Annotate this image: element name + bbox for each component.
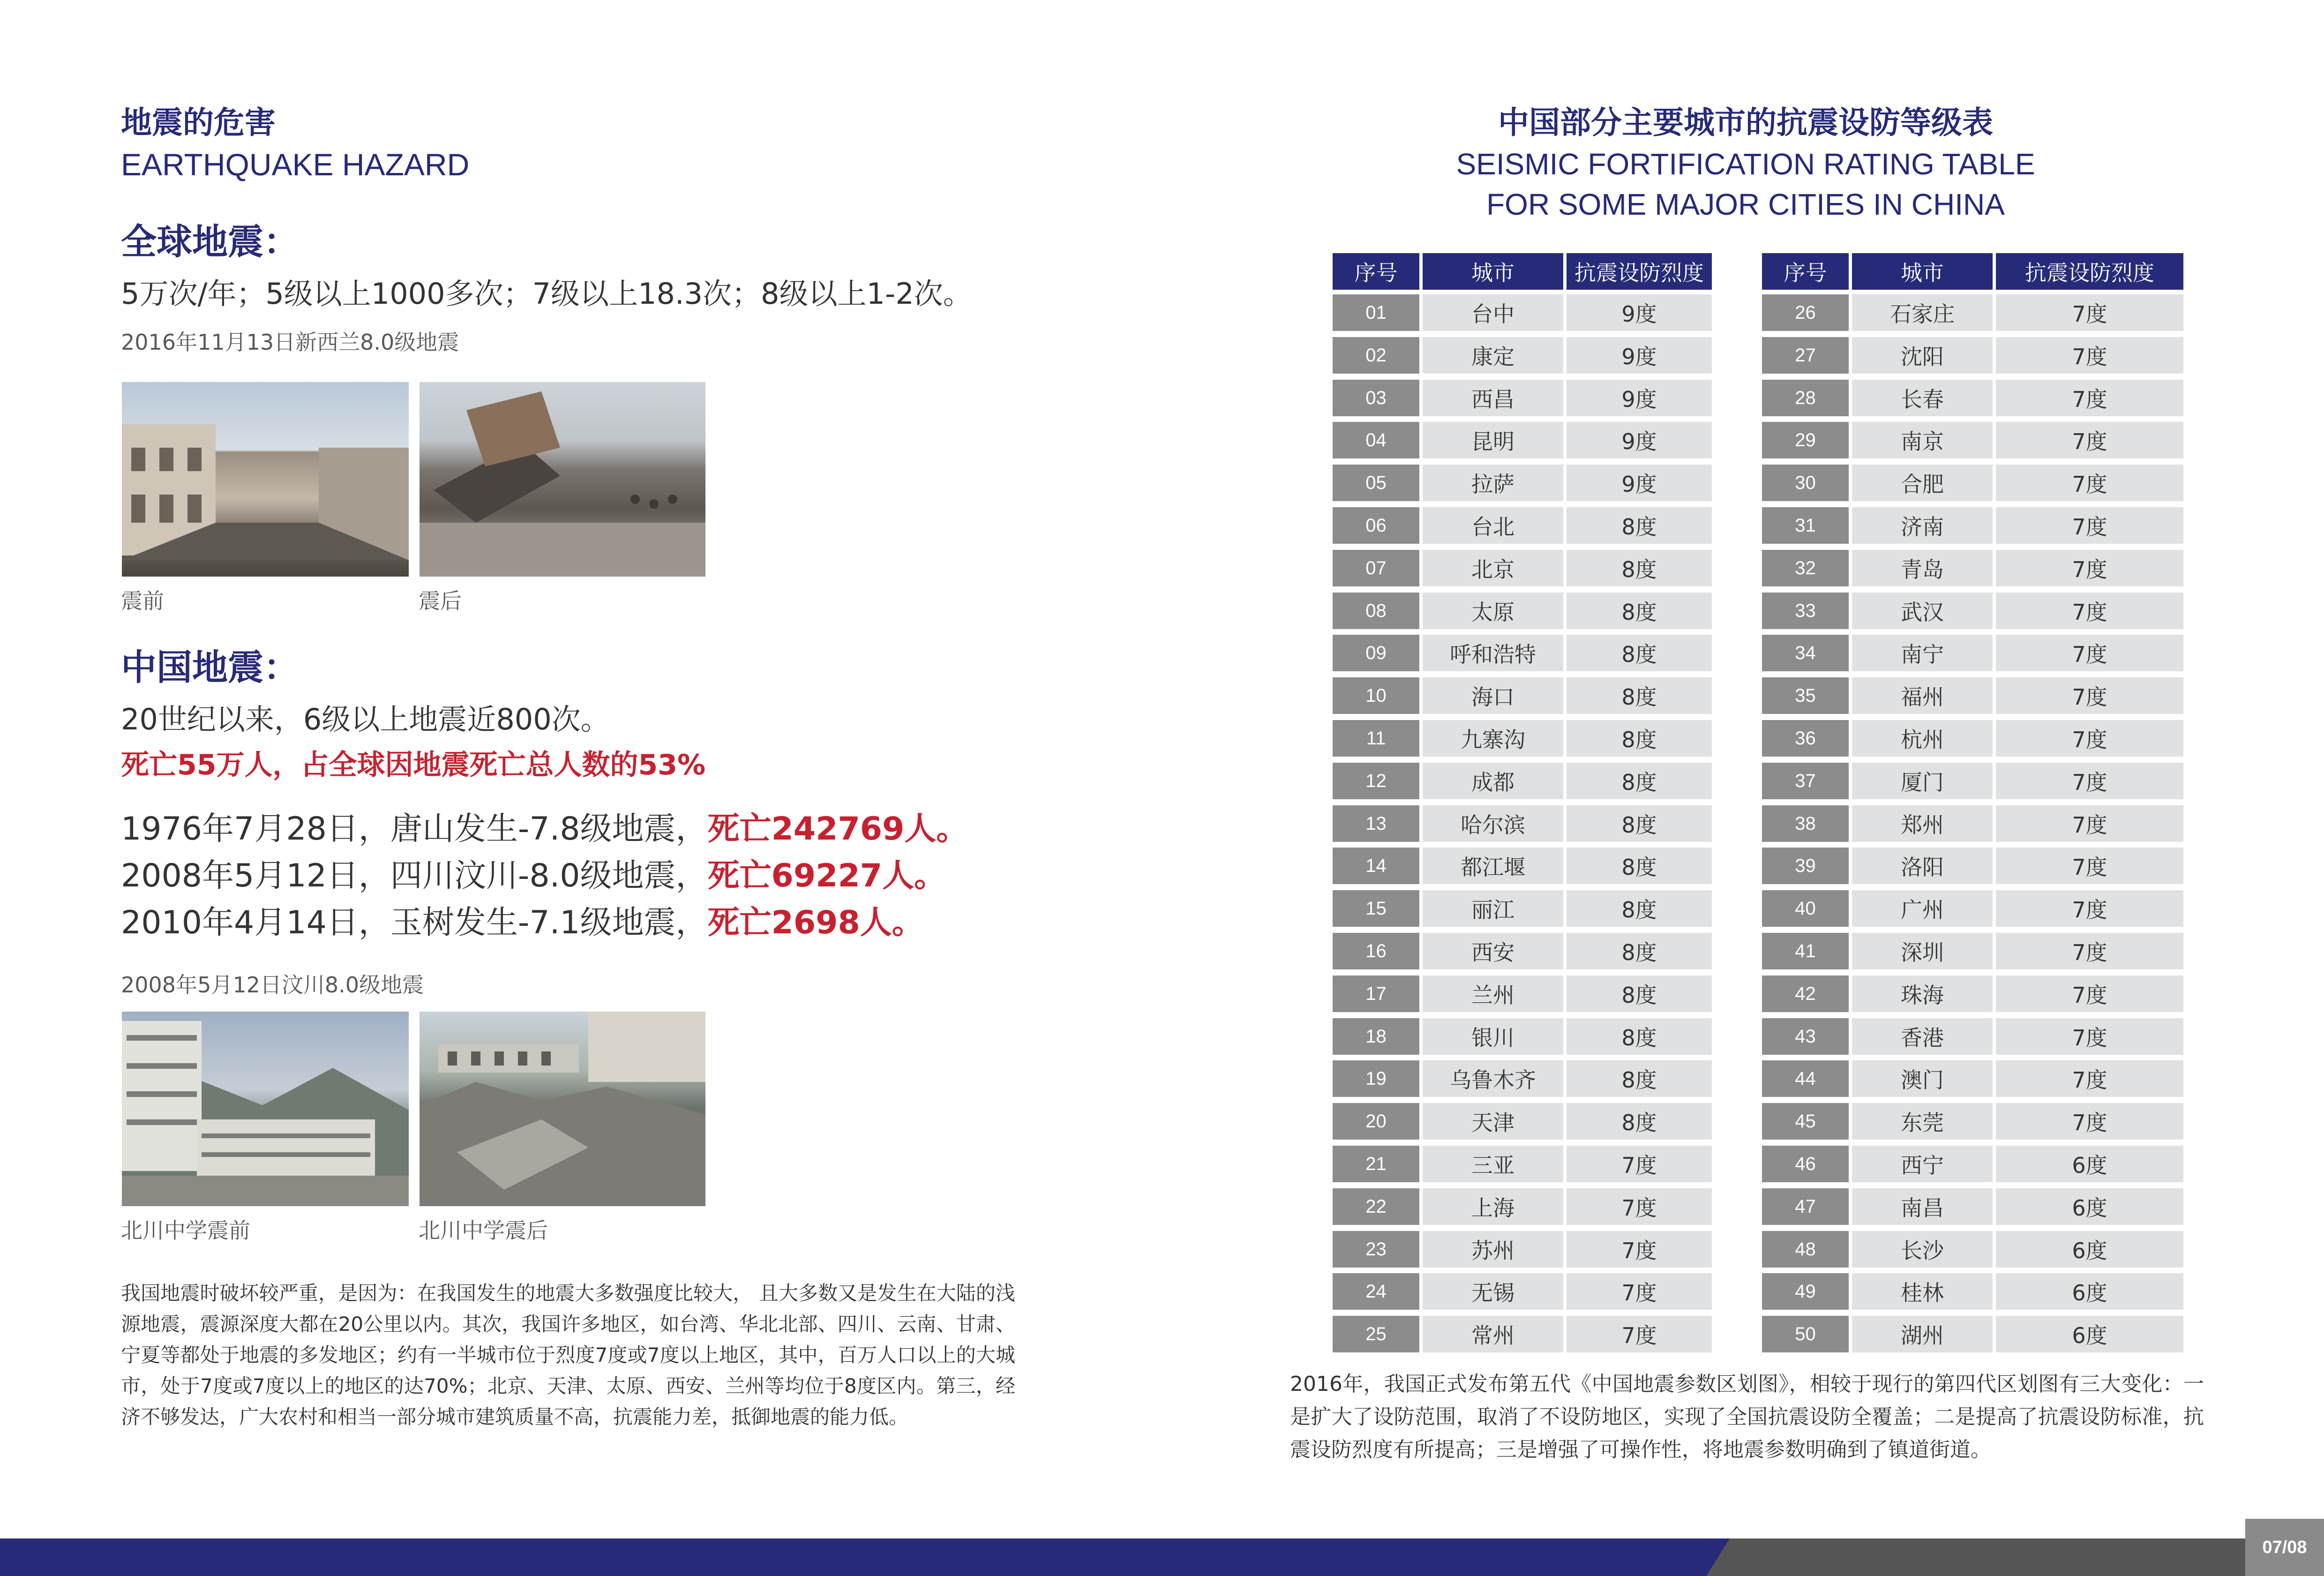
china-death-line: 死亡55万人，占全球因地震死亡总人数的53% xyxy=(121,749,706,781)
table-cell-city: 丽江 xyxy=(1423,890,1563,927)
table-header-seq: 序号 xyxy=(1762,253,1849,290)
table-cell-intensity: 7度 xyxy=(1996,550,2183,586)
table-cell-seq: 15 xyxy=(1333,890,1419,927)
table-cell-city: 青岛 xyxy=(1852,550,1993,586)
table-title-en-line2: FOR SOME MAJOR CITIES IN CHINA xyxy=(1486,188,2005,221)
table-header-city: 城市 xyxy=(1423,253,1563,290)
table-cell-city: 澳门 xyxy=(1852,1060,1993,1097)
table-cell-city: 苏州 xyxy=(1423,1231,1563,1268)
table-cell-city: 洛阳 xyxy=(1852,848,1993,884)
table-cell-intensity: 7度 xyxy=(1996,337,2183,374)
table-cell-seq: 27 xyxy=(1762,337,1849,374)
nz-caption: 2016年11月13日新西兰8.0级地震 xyxy=(121,330,459,355)
table-title: 中国部分主要城市的抗震设防等级表 xyxy=(1498,105,1993,141)
table-cell-seq: 30 xyxy=(1762,465,1849,501)
event-text: 2010年4月14日，玉树发生-7.1级地震， xyxy=(121,904,708,941)
table-cell-seq: 06 xyxy=(1333,507,1419,544)
table-cell-intensity: 8度 xyxy=(1567,848,1712,884)
table-cell-seq: 43 xyxy=(1762,1018,1849,1055)
table-cell-seq: 46 xyxy=(1762,1146,1849,1182)
table-cell-seq: 45 xyxy=(1762,1103,1849,1140)
table-cell-city: 天津 xyxy=(1423,1103,1563,1140)
table-header-city: 城市 xyxy=(1852,253,1993,290)
table-cell-intensity: 7度 xyxy=(1996,677,2183,714)
table-cell-city: 香港 xyxy=(1852,1018,1993,1055)
table-cell-seq: 35 xyxy=(1762,677,1849,714)
table-cell-intensity: 8度 xyxy=(1567,976,1712,1012)
table-cell-seq: 16 xyxy=(1333,933,1419,969)
table-cell-city: 三亚 xyxy=(1423,1146,1563,1182)
table-title-en-line1: SEISMIC FORTIFICATION RATING TABLE xyxy=(1456,147,2035,181)
table-cell-seq: 17 xyxy=(1333,976,1419,1012)
beichuan-before-photo xyxy=(122,1012,409,1206)
table-cell-city: 拉萨 xyxy=(1423,465,1563,501)
table-cell-seq: 01 xyxy=(1333,294,1419,331)
table-cell-city: 乌鲁木齐 xyxy=(1423,1060,1563,1097)
table-cell-intensity: 8度 xyxy=(1567,1103,1712,1140)
table-cell-intensity: 7度 xyxy=(1996,593,2183,629)
table-cell-intensity: 7度 xyxy=(1996,294,2183,331)
table-cell-city: 石家庄 xyxy=(1852,294,1993,331)
table-cell-intensity: 6度 xyxy=(1996,1273,2183,1310)
table-cell-intensity: 6度 xyxy=(1996,1188,2183,1225)
table-cell-seq: 18 xyxy=(1333,1018,1419,1055)
table-cell-intensity: 8度 xyxy=(1567,1060,1712,1097)
event-text: 2008年5月12日，四川汶川-8.0级地震， xyxy=(121,857,708,894)
table-cell-city: 沈阳 xyxy=(1852,337,1993,374)
table-cell-seq: 34 xyxy=(1762,635,1849,671)
table-cell-city: 台中 xyxy=(1423,294,1563,331)
table-cell-city: 常州 xyxy=(1423,1316,1563,1352)
wenchuan-caption: 2008年5月12日汶川8.0级地震 xyxy=(121,972,424,998)
table-cell-intensity: 8度 xyxy=(1567,763,1712,799)
table-cell-seq: 13 xyxy=(1333,805,1419,842)
table-cell-seq: 42 xyxy=(1762,976,1849,1012)
table-cell-intensity: 9度 xyxy=(1567,294,1712,331)
table-cell-city: 南京 xyxy=(1852,422,1993,458)
table-cell-city: 湖州 xyxy=(1852,1316,1993,1352)
table-cell-city: 九寨沟 xyxy=(1423,720,1563,757)
table-cell-seq: 19 xyxy=(1333,1060,1419,1097)
table-cell-city: 西宁 xyxy=(1852,1146,1993,1182)
table-cell-city: 西安 xyxy=(1423,933,1563,969)
table-cell-seq: 47 xyxy=(1762,1188,1849,1225)
global-stats: 5万次/年；5级以上1000多次；7级以上18.3次；8级以上1-2次。 xyxy=(121,277,972,311)
table-header-seq: 序号 xyxy=(1333,253,1419,290)
table-cell-intensity: 7度 xyxy=(1996,465,2183,501)
table-cell-intensity: 7度 xyxy=(1996,763,2183,799)
table-cell-city: 南宁 xyxy=(1852,635,1993,671)
table-cell-seq: 29 xyxy=(1762,422,1849,458)
table-cell-intensity: 7度 xyxy=(1996,380,2183,416)
table-cell-intensity: 9度 xyxy=(1567,380,1712,416)
table-cell-intensity: 8度 xyxy=(1567,1018,1712,1055)
table-cell-seq: 36 xyxy=(1762,720,1849,757)
table-cell-city: 兰州 xyxy=(1423,976,1563,1012)
table-cell-intensity: 6度 xyxy=(1996,1231,2183,1268)
table-cell-intensity: 7度 xyxy=(1567,1231,1712,1268)
table-cell-seq: 38 xyxy=(1762,805,1849,842)
table-cell-city: 都江堰 xyxy=(1423,848,1563,884)
table-cell-city: 海口 xyxy=(1423,677,1563,714)
table-cell-city: 东莞 xyxy=(1852,1103,1993,1140)
section-title-en: EARTHQUAKE HAZARD xyxy=(121,147,470,182)
table-cell-intensity: 7度 xyxy=(1996,422,2183,458)
nz-before-label: 震前 xyxy=(121,588,164,614)
table-cell-intensity: 8度 xyxy=(1567,933,1712,969)
table-cell-seq: 32 xyxy=(1762,550,1849,586)
table-cell-intensity: 7度 xyxy=(1567,1316,1712,1352)
table-cell-city: 福州 xyxy=(1852,677,1993,714)
table-cell-city: 成都 xyxy=(1423,763,1563,799)
table-cell-intensity: 7度 xyxy=(1996,976,2183,1012)
table-cell-intensity: 7度 xyxy=(1996,848,2183,884)
table-cell-intensity: 8度 xyxy=(1567,677,1712,714)
table-cell-city: 合肥 xyxy=(1852,465,1993,501)
table-cell-intensity: 6度 xyxy=(1996,1146,2183,1182)
table-cell-seq: 07 xyxy=(1333,550,1419,586)
table-cell-seq: 44 xyxy=(1762,1060,1849,1097)
table-cell-intensity: 7度 xyxy=(1996,933,2183,969)
page-number: 07/08 xyxy=(2245,1519,2324,1576)
table-cell-seq: 05 xyxy=(1333,465,1419,501)
table-cell-seq: 11 xyxy=(1333,720,1419,757)
table-cell-seq: 39 xyxy=(1762,848,1849,884)
event-tangshan xyxy=(121,809,968,849)
event-deaths: 死亡69227人。 xyxy=(707,857,946,894)
table-cell-seq: 02 xyxy=(1333,337,1419,374)
event-wenchuan xyxy=(121,856,946,896)
table-cell-city: 呼和浩特 xyxy=(1423,635,1563,671)
table-cell-intensity: 7度 xyxy=(1996,890,2183,927)
event-deaths: 死亡242769人。 xyxy=(707,811,968,848)
event-yushu xyxy=(121,903,924,943)
table-note: 2016年，我国正式发布第五代《中国地震参数区划图》，相较于现行的第四代区划图有三大变化：一是扩大了设防范围，取消了不设防地区，实现了全国抗震设防全覆盖；二是提高了抗震设防标准，抗震设防烈度有所提高；三是增强了可操作性，将地震参数明确到了镇道街道。 xyxy=(1290,1372,2204,1462)
table-header-intensity: 抗震设防烈度 xyxy=(1996,253,2183,290)
beichuan-before-label: 北川中学震前 xyxy=(121,1218,250,1243)
table-cell-seq: 40 xyxy=(1762,890,1849,927)
table-cell-seq: 14 xyxy=(1333,848,1419,884)
table-cell-city: 银川 xyxy=(1423,1018,1563,1055)
table-cell-seq: 08 xyxy=(1333,593,1419,629)
table-cell-intensity: 6度 xyxy=(1996,1316,2183,1352)
table-cell-seq: 24 xyxy=(1333,1273,1419,1310)
table-cell-intensity: 9度 xyxy=(1567,337,1712,374)
table-cell-intensity: 7度 xyxy=(1996,720,2183,757)
table-cell-seq: 37 xyxy=(1762,763,1849,799)
table-cell-city: 太原 xyxy=(1423,593,1563,629)
table-cell-city: 珠海 xyxy=(1852,976,1993,1012)
table-cell-city: 西昌 xyxy=(1423,380,1563,416)
table-cell-seq: 04 xyxy=(1333,422,1419,458)
table-cell-seq: 20 xyxy=(1333,1103,1419,1140)
table-cell-seq: 22 xyxy=(1333,1188,1419,1225)
table-cell-seq: 03 xyxy=(1333,380,1419,416)
table-cell-city: 广州 xyxy=(1852,890,1993,927)
table-cell-city: 长春 xyxy=(1852,380,1993,416)
table-cell-seq: 41 xyxy=(1762,933,1849,969)
table-cell-city: 郑州 xyxy=(1852,805,1993,842)
table-cell-seq: 09 xyxy=(1333,635,1419,671)
table-cell-city: 厦门 xyxy=(1852,763,1993,799)
table-header-intensity: 抗震设防烈度 xyxy=(1567,253,1712,290)
table-cell-city: 台北 xyxy=(1423,507,1563,544)
table-cell-city: 济南 xyxy=(1852,507,1993,544)
china-stat: 20世纪以来，6级以上地震近800次。 xyxy=(121,702,610,736)
section-title: 地震的危害 xyxy=(121,105,276,141)
table-cell-seq: 50 xyxy=(1762,1316,1849,1352)
table-cell-intensity: 8度 xyxy=(1567,720,1712,757)
table-cell-intensity: 7度 xyxy=(1996,635,2183,671)
table-cell-seq: 31 xyxy=(1762,507,1849,544)
beichuan-after-label: 北川中学震后 xyxy=(419,1218,548,1243)
table-cell-city: 长沙 xyxy=(1852,1231,1993,1268)
table-cell-seq: 10 xyxy=(1333,677,1419,714)
table-cell-intensity: 8度 xyxy=(1567,593,1712,629)
explanation-paragraph: 我国地震时破坏较严重，是因为：在我国发生的地震大多数强度比较大， 且大多数又是发生在大陆的浅源地震，震源深度大都在20公里以内。其次，我国许多地区，如台湾、华北北部、四川、云南、甘肃、宁夏等都处于地震的多发地区；约有一半城市位于烈度7度或7度以上地区，其中，百万人口以上的大城市，处于7度或7度以上的地区的达70%；北京、天津、太原、西安、兰州等均位于8度区内。第三，经济不够发达，广大农村和相当一部分城市建筑质量不高，抗震能力差，抵御地震的能力低。 xyxy=(121,1282,1015,1428)
table-cell-seq: 33 xyxy=(1762,593,1849,629)
event-deaths: 死亡2698人。 xyxy=(707,904,924,941)
table-cell-intensity: 7度 xyxy=(1996,1060,2183,1097)
table-cell-city: 上海 xyxy=(1423,1188,1563,1225)
table-cell-intensity: 7度 xyxy=(1996,507,2183,544)
table-cell-seq: 21 xyxy=(1333,1146,1419,1182)
table-cell-intensity: 7度 xyxy=(1996,1103,2183,1140)
table-cell-intensity: 7度 xyxy=(1996,1018,2183,1055)
table-cell-intensity: 7度 xyxy=(1567,1273,1712,1310)
table-cell-seq: 12 xyxy=(1333,763,1419,799)
table-cell-intensity: 9度 xyxy=(1567,422,1712,458)
event-text: 1976年7月28日，唐山发生-7.8级地震， xyxy=(121,811,708,848)
table-cell-city: 无锡 xyxy=(1423,1273,1563,1310)
table-cell-city: 深圳 xyxy=(1852,933,1993,969)
nz-after-photo xyxy=(420,382,705,577)
china-heading: 中国地震： xyxy=(121,646,299,688)
table-cell-seq: 49 xyxy=(1762,1273,1849,1310)
beichuan-after-photo xyxy=(420,1012,705,1206)
table-cell-city: 桂林 xyxy=(1852,1273,1993,1310)
table-cell-city: 昆明 xyxy=(1423,422,1563,458)
table-cell-intensity: 9度 xyxy=(1567,465,1712,501)
table-cell-city: 北京 xyxy=(1423,550,1563,586)
table-cell-city: 康定 xyxy=(1423,337,1563,374)
table-cell-intensity: 8度 xyxy=(1567,507,1712,544)
table-cell-seq: 28 xyxy=(1762,380,1849,416)
table-cell-seq: 48 xyxy=(1762,1231,1849,1268)
global-heading: 全球地震： xyxy=(121,221,299,263)
table-cell-seq: 25 xyxy=(1333,1316,1419,1352)
table-cell-intensity: 8度 xyxy=(1567,635,1712,671)
nz-after-label: 震后 xyxy=(419,588,462,614)
table-cell-seq: 26 xyxy=(1762,294,1849,331)
table-cell-intensity: 8度 xyxy=(1567,805,1712,842)
table-cell-city: 杭州 xyxy=(1852,720,1993,757)
table-cell-intensity: 7度 xyxy=(1567,1146,1712,1182)
table-cell-intensity: 8度 xyxy=(1567,550,1712,586)
footer-accent xyxy=(1706,1538,2324,1576)
table-cell-intensity: 7度 xyxy=(1567,1188,1712,1225)
table-cell-city: 武汉 xyxy=(1852,593,1993,629)
table-cell-seq: 23 xyxy=(1333,1231,1419,1268)
table-cell-intensity: 7度 xyxy=(1996,805,2183,842)
table-cell-city: 哈尔滨 xyxy=(1423,805,1563,842)
table-cell-city: 南昌 xyxy=(1852,1188,1993,1225)
table-cell-intensity: 8度 xyxy=(1567,890,1712,927)
nz-before-photo xyxy=(122,382,409,577)
